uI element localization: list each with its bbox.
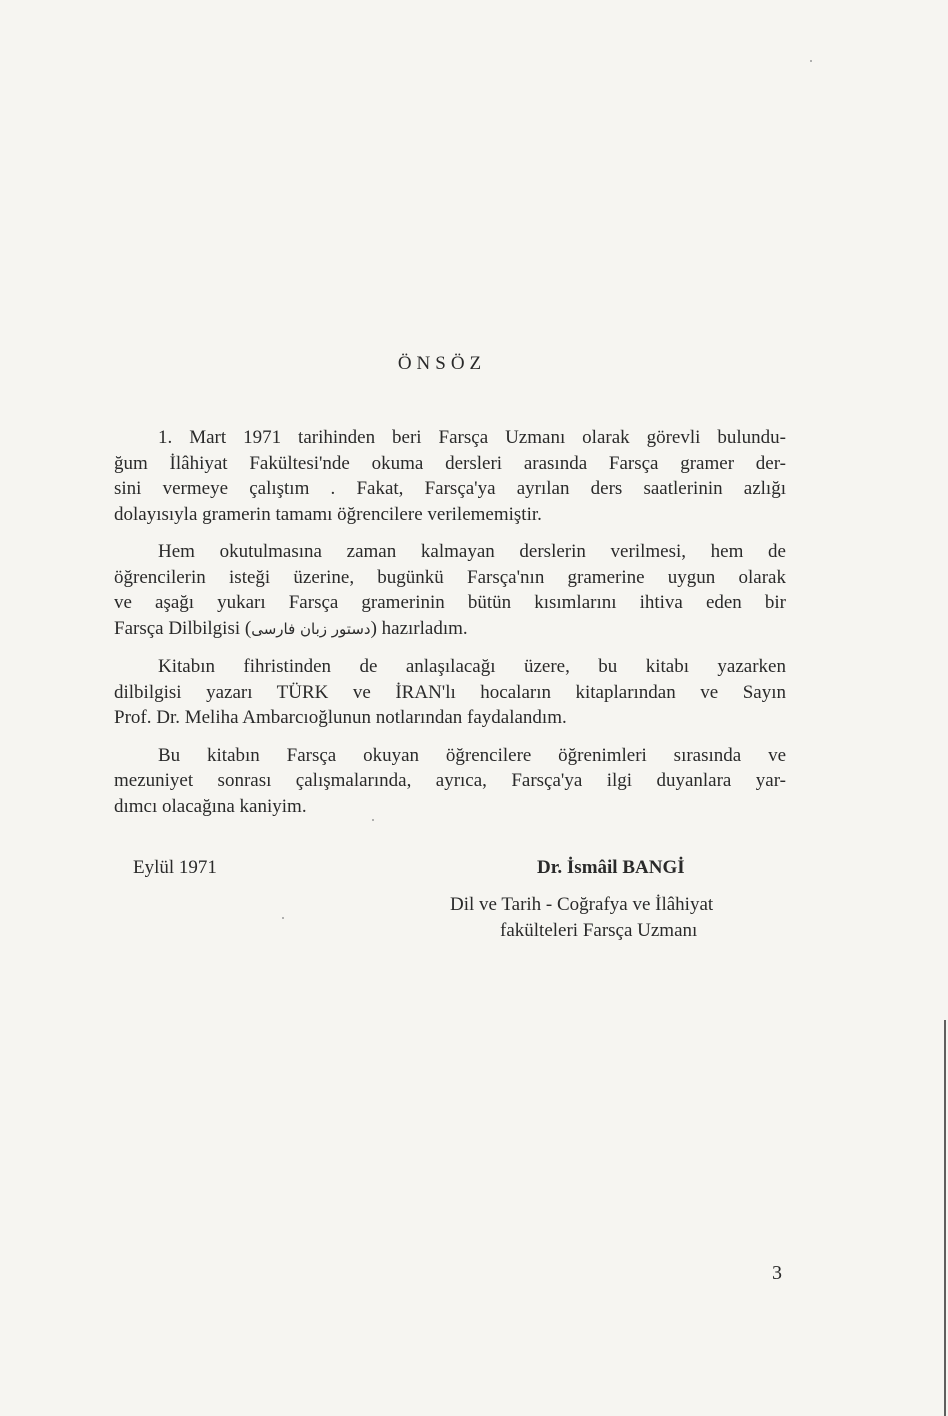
paper-speck: [810, 60, 812, 62]
text-line: öğrencilerin isteği üzerine, bugünkü Farsça'nın gramerine uygun olarak: [114, 566, 786, 588]
page-edge-shadow: [944, 1020, 946, 1416]
paragraph-4: [114, 743, 786, 820]
text-line: mezuniyet sonrası çalışmalarında, ayrıca, Farsça'ya ilgi duyanlara yar-: [114, 770, 786, 791]
persian-title: دستور زبان فارسی: [251, 619, 371, 638]
page-title: ÖNSÖZ: [397, 353, 487, 374]
text-line: dilbilgisi yazarı TÜRK ve İRAN'lı hocaların kitaplarından ve Sayın: [114, 681, 786, 703]
text-line: Bu kitabın Farsça okuyan öğrencilere öğrenimleri sırasında ve: [158, 744, 786, 766]
paragraph-2: [114, 539, 786, 642]
author-title-line-2: fakülteleri Farsça Uzmanı: [500, 920, 698, 941]
text-line: dımcı olacağına kaniyim.: [114, 795, 307, 817]
text-fragment: Farsça Dilbilgisi (: [114, 617, 252, 639]
paragraph-3: [114, 654, 786, 731]
text-line: Prof. Dr. Meliha Ambarcıoğlunun notlarından faydalandım.: [114, 707, 567, 728]
text-line: ğum İlâhiyat Fakültesi'nde okuma dersleri arasında Farsça gramer der-: [114, 452, 786, 474]
text-line: dolayısıyla gramerin tamamı öğrencilere verilememiştir.: [114, 503, 542, 525]
preface-body: [114, 425, 786, 831]
text-line: ve aşağı yukarı Farsça gramerinin bütün kısımlarını ihtiva eden bir: [114, 592, 786, 613]
text-line: [114, 616, 786, 643]
paper-speck: [282, 917, 284, 919]
date-line: Eylül 1971: [133, 857, 217, 878]
paragraph-1: [114, 425, 786, 527]
author-title-line-1: Dil ve Tarih - Coğrafya ve İlâhiyat: [450, 894, 714, 915]
paper-speck: [372, 819, 374, 821]
page-number: 3: [772, 1262, 782, 1284]
text-line: Hem okutulmasına zaman kalmayan derslerin verilmesi, hem de: [158, 541, 786, 562]
author-name: Dr. İsmâil BANGİ: [537, 857, 685, 878]
text-line: 1. Mart 1971 tarihinden beri Farsça Uzmanı olarak görevli bulundu-: [158, 427, 786, 448]
text-line: Kitabın fihristinden de anlaşılacağı üzere, bu kitabı yazarken: [158, 656, 786, 677]
text-fragment: ) hazırladım.: [370, 617, 468, 639]
text-line: sini vermeye çalıştım . Fakat, Farsça'ya ayrılan ders saatlerinin azlığı: [114, 478, 786, 499]
